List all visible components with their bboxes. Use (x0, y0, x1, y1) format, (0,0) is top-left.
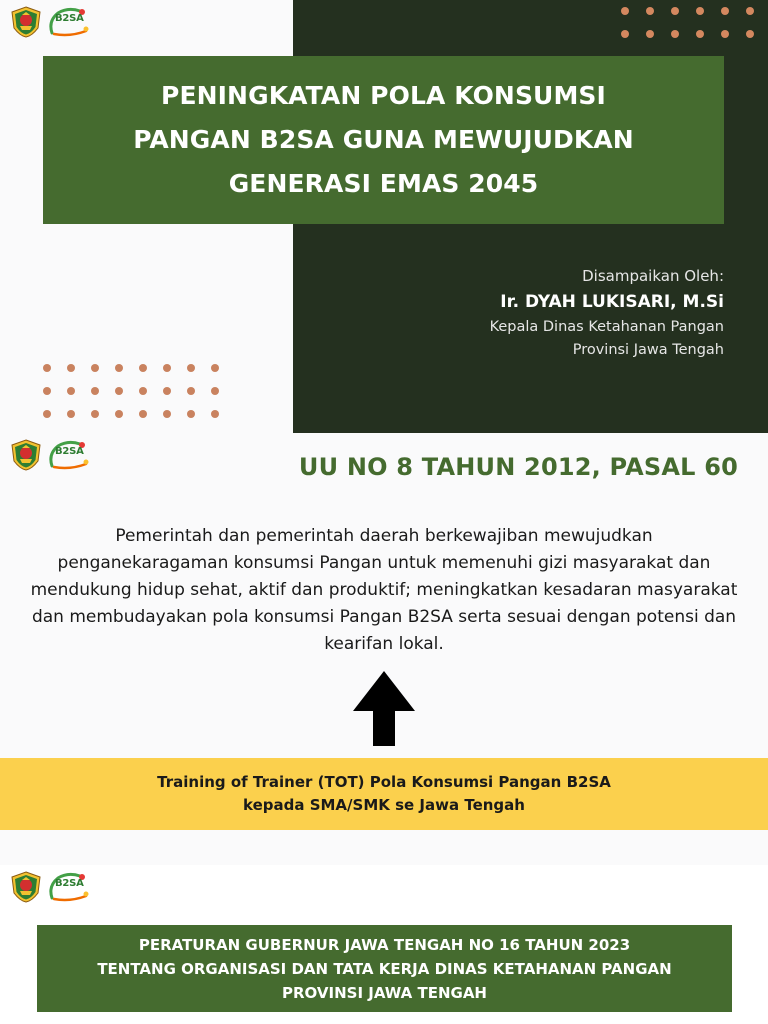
jawa-tengah-seal-icon (10, 439, 42, 471)
decorative-dot (621, 30, 629, 38)
law-title: UU NO 8 TAHUN 2012, PASAL 60 (298, 453, 738, 481)
decorative-dot (43, 387, 51, 395)
b2sa-logo (46, 440, 92, 470)
jawa-tengah-seal-icon (10, 871, 42, 903)
decorative-dot (139, 410, 147, 418)
decorative-dot (67, 410, 75, 418)
title-slide (0, 0, 768, 433)
decorative-dot (721, 30, 729, 38)
b2sa-logo-text: B2SA (55, 13, 84, 24)
presenter-role-line: Kepala Dinas Ketahanan Pangan (489, 319, 724, 335)
decorative-dot (646, 30, 654, 38)
regulation-box (37, 925, 732, 1012)
decorative-dot (91, 364, 99, 372)
decorative-dot (139, 387, 147, 395)
training-banner (0, 758, 768, 830)
training-banner-line: kepada SMA/SMK se Jawa Tengah (243, 796, 525, 814)
decorative-dot (115, 387, 123, 395)
decorative-dot (163, 364, 171, 372)
decorative-dot (163, 387, 171, 395)
regulation-line: TENTANG ORGANISASI DAN TATA KERJA DINAS KETAHANAN PANGAN (97, 959, 672, 978)
decorative-dot (67, 364, 75, 372)
decorative-dot (746, 30, 754, 38)
b2sa-logo (46, 872, 92, 902)
decorative-dot (43, 410, 51, 418)
decorative-dot (67, 387, 75, 395)
decorative-dot (721, 7, 729, 15)
regulation-line: PROVINSI JAWA TENGAH (282, 983, 487, 1002)
decorative-dot (671, 7, 679, 15)
presenter-role-line: Provinsi Jawa Tengah (572, 342, 724, 358)
b2sa-logo (46, 7, 92, 37)
logo-group (10, 871, 92, 903)
decorative-dot (43, 364, 51, 372)
decorative-dot (746, 7, 754, 15)
title-box (43, 56, 724, 224)
decorative-dot (187, 364, 195, 372)
presenter-label: Disampaikan Oleh: (582, 267, 724, 285)
presenter-role (490, 316, 724, 362)
decorative-dot (211, 387, 219, 395)
logo-group (10, 6, 92, 38)
regulation-line: PERATURAN GUBERNUR JAWA TENGAH NO 16 TAHUN 2023 (138, 935, 631, 954)
decorative-dot (646, 7, 654, 15)
jawa-tengah-seal-icon (10, 6, 42, 38)
decorative-dots-top (621, 7, 754, 38)
decorative-dot (696, 30, 704, 38)
decorative-dot (91, 410, 99, 418)
training-banner-line: Training of Trainer (TOT) Pola Konsumsi Pangan B2SA (157, 773, 611, 791)
title-line: PENINGKATAN POLA KONSUMSI (161, 81, 606, 110)
decorative-dots-bottom (43, 364, 219, 418)
presenter-info (490, 266, 724, 362)
presenter-name: Ir. DYAH LUKISARI, M.Si (500, 292, 724, 312)
law-slide (0, 433, 768, 865)
decorative-dot (671, 30, 679, 38)
decorative-dot (187, 410, 195, 418)
decorative-dot (139, 364, 147, 372)
law-body-text: Pemerintah dan pemerintah daerah berkewajiban mewujudkan penganekaragaman konsumsi Pangan untuk memenuhi gizi masyarakat dan mendukung hidup sehat, aktif dan produktif; meningkatkan kesadaran masyarakat dan membudayakan pola konsumsi Pangan B2SA serta sesuai dengan potensi dan kearifan lokal. (30, 526, 738, 654)
decorative-dot (696, 7, 704, 15)
logo-group (10, 439, 92, 471)
b2sa-logo-text: B2SA (55, 878, 84, 889)
decorative-dot (163, 410, 171, 418)
title-line: GENERASI EMAS 2045 (228, 169, 539, 198)
decorative-dot (91, 387, 99, 395)
title-line: PANGAN B2SA GUNA MEWUJUDKAN (133, 125, 634, 154)
slide-title (133, 74, 634, 206)
regulation-slide (0, 865, 768, 1024)
decorative-dot (115, 410, 123, 418)
up-arrow-icon (353, 671, 415, 746)
decorative-dot (187, 387, 195, 395)
b2sa-logo-text: B2SA (55, 446, 84, 457)
decorative-dot (115, 364, 123, 372)
decorative-dot (211, 410, 219, 418)
decorative-dot (211, 364, 219, 372)
decorative-dot (621, 7, 629, 15)
